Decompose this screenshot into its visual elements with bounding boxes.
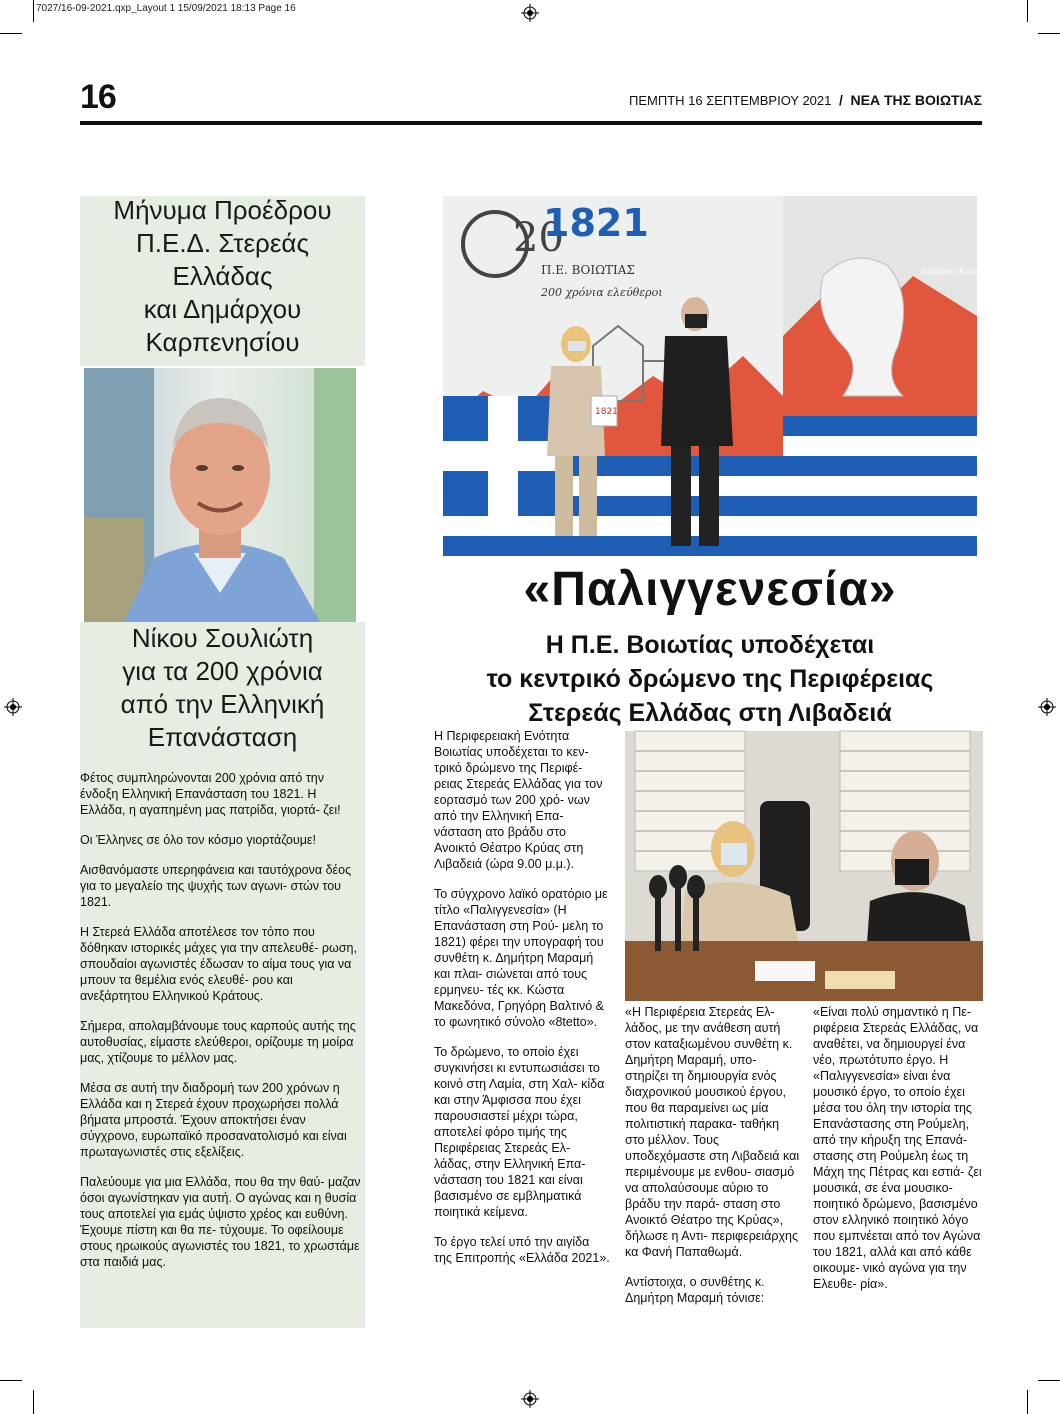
header-rule [80,121,982,125]
paragraph: «Είναι πολύ σημαντικό η Πε- ριφέρεια Στερεάς Ελλάδας, να αναθέτει, να δημιουργεί ένα νέο, πρωτότυπο έργο. Η «Παλιγγενεσία» είναι ένα μουσικό έργο, το οποίο έχει μέσα του όλη την ιστορία της Επανάστασης στη Ρούμελη, από την κήρυξη της Επανά- στασης στη Ρούμελη έως τη Μάχη της Πέτρας και εστιά- ζει μουσικά, σε ένα μουσικο- ποιητικό δρώμενο, βασισμένο στον ελληνικό ποιητικό λόγο που εμπνέεται από τον Αγώνα του 1821, αλλά και από κάθε οικουμε- νικό αγώνα για την Ελευθε- ρία». [813,1005,982,1291]
article-column-2 [625,1004,801,1320]
logo-slogan: 200 χρόνια ελεύθεροι [541,286,663,299]
sidebar-body [80,770,365,1284]
main-event-photo [443,196,1002,556]
paragraph: Το δρώμενο, το οποίο έχει συγκινήσει κι εντυπωσιάσει το κοινό στη Λαμία, στη Χαλ- κίδα και στην Άμφισσα που έχει παρουσιαστεί μέχρι τώρα, αποτελεί φόρο τιμής της Περιφέρειας Στερεάς Ελ- λάδας, στην Ελληνική Επα- νάσταση του 1821 και είναι βασισμένο σε εμβληματικά ποιητικά κείμενα. [434,1045,605,1219]
registration-mark-icon [1038,698,1056,716]
logo-number: 20 [513,215,564,261]
crop-mark [0,33,22,34]
running-header [629,92,982,108]
article-headline: «Παλιγγενεσία» [523,563,897,616]
printer-slug: 7027/16-09-2021.qxp_Layout 1 15/09/2021 18:13 Page 16 [36,3,296,14]
paragraph: Το σύγχρονο λαϊκό ορατόριο με τίτλο «Παλιγγενεσία» (Η Επανάσταση στη Ρού- μελη το 1821) φέρει την υπογραφή του συνθέτη κ. Δημήτρη Μαραμή και πλαι- σιώνεται από τους ερμηνευ- τές κκ. Κώστα Μακεδόνα, Γρηγόρη Βαλτινό & το φωνητικό σύνολο «8tetto». [434,887,608,1029]
logo-caption: Π.Ε. ΒΟΙΩΤΙΑΣ [541,263,635,277]
sidebar-title: Μήνυμα Προέδρου Π.Ε.Δ. Στερεάς Ελλάδας και Δημάρχου Καρπενησίου [113,195,332,357]
paragraph: Οι Έλληνες σε όλο τον κόσμο γιορτάζουμε! [80,833,316,847]
paragraph: Το έργο τελεί υπό την αιγίδα της Επιτροπής «Ελλάδα 2021». [434,1235,610,1265]
paragraph: Η Στερεά Ελλάδα αποτέλεσε τον τόπο που δόθηκαν ιστορικές μάχες για την απελευθέ- ρωση, σπουδαίοι αγωνιστές έδωσαν το αίμα τους για να μπουν τα θεμέλια ενός ελευθέ- ρου και ανεξάρτητου Ελληνικού Κράτους. [80,925,357,1003]
portrait-photo [84,368,356,622]
registration-mark-icon [521,4,539,22]
logo-year: 1821 [543,201,649,245]
paragraph: Παλεύουμε για μια Ελλάδα, που θα την θαύ- μαζαν όσοι αγωνίστηκαν για αυτή. Ο αγώνας και η θυσία τους αποτελεί για εμάς ύψιστο χρέος και ευθύνη. Έχουμε πίστη και θα πε- τύχουμε. Το οφείλουμε στους ηρωικούς αγωνιστές του 1821, το χρωστάμε στα παιδιά μας. [80,1175,361,1269]
paragraph: Μέσα σε αυτή την διαδρομή των 200 χρόνων η Ελλάδα και η Στερεά έχουν προχωρήσει πολλά βήματα μπροστά. Έχουν αποκτήσει έναν σύγχρονο, ευρωπαϊκό προσανατολισμό και είναι πρωταγωνιστές στις εξελίξεις. [80,1081,347,1159]
article-column-3 [813,1004,983,1306]
crop-mark [1027,0,1028,22]
registration-mark-icon [521,1390,539,1408]
paragraph: Φέτος συμπληρώνονται 200 χρόνια από την ένδοξη Ελληνική Επανάσταση του 1821. Η Ελλάδα, η αγαπημένη μας πατρίδα, γιορτά- ζει! [80,771,341,817]
paragraph: Αισθανόμαστε υπερηφάνεια και ταυτόχρονα δέος για το μεγαλείο της ψυχής των αγωνι- στών του 1821. [80,863,352,909]
paragraph: «Η Περιφέρεια Στερεάς Ελ- λάδος, με την ανάθεση αυτή στον καταξιωμένου συνθέτη κ. Δημήτρη Μαραμή, υπο- στηρίζει τη δημιουργία ενός διαχρονικού μουσικού έργου, που θα παραμείνει ως μία πολιτιστική παρακα- ταθήκη στο μέλλον. Τους υποδεχόμαστε στη Λιβαδειά και περιμένουμε με ενθου- σιασμό να απολαύσουμε αύριο το βράδυ την παρά- σταση στο Ανοικτό Θέατρο της Κρύας», δήλωσε η Αντι- περιφερειάρχης κα Φανή Παπαθωμά. [625,1005,800,1259]
registration-mark-icon [4,698,22,716]
plaque-title: Λάμπρος Κατσώνης [921,267,1002,276]
press-conference-photo [625,731,983,1001]
crop-mark [0,1380,22,1381]
article-column-1 [434,728,610,1280]
header-separator: / [839,92,843,108]
crop-mark [1038,1380,1060,1381]
newspaper-name: ΝΕΑ ΤΗΣ ΒΟΙΩΤΙΑΣ [850,92,982,108]
paragraph: Σήμερα, απολαμβάνουμε τους καρπούς αυτής της αυτοθυσίας, είμαστε ελεύθεροι, ορίζουμε τη μοίρα μας, χτίζουμε το μέλλον μας. [80,1019,356,1065]
crop-mark [33,0,34,22]
paragraph: Η Περιφερειακή Ενότητα Βοιωτίας υποδέχεται το κεν- τρικό δρώμενο της Περιφέ- ρειας Στερεάς Ελλάδας για τον εορτασμό των 200 χρό- νων από την Ελληνική Επα- νάσταση ατο βράδυ στο Ανοικτό Θέατρο Κρύας στη Λιβαδειά (ώρα 9.00 μ.μ.). [434,729,603,871]
page-number: 16 [80,78,116,116]
crop-mark [1027,1390,1028,1414]
paragraph: Αντίστοιχα, ο συνθέτης κ. Δημήτρη Μαραμή τόνισε: [625,1275,765,1305]
article-subheadline: Η Π.Ε. Βοιωτίας υποδέχεται το κεντρικό δρώμενο της Περιφέρειας Στερεάς Ελλάδας στη Λιβαδειά [486,631,934,727]
sidebar-subtitle: Νίκου Σουλιώτη για τα 200 χρόνια από την Ελληνική Επανάσταση [120,623,325,752]
crop-mark [1038,33,1060,34]
issue-date: ΠΕΜΠΤΗ 16 ΣΕΠΤΕΜΒΡΙΟΥ 2021 [628,93,832,108]
booklet-label: 1821 [595,407,618,417]
crop-mark [33,1390,34,1414]
